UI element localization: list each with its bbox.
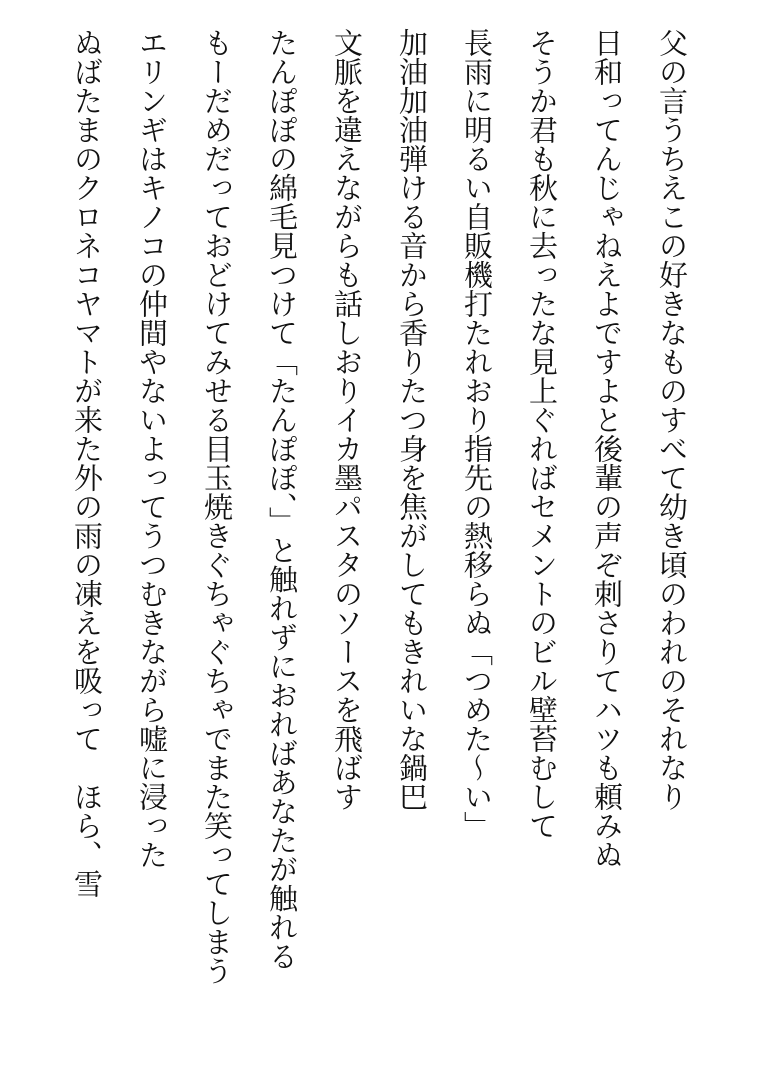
tanka-line-5: 加油加油弾ける音から香りたつ身を焦がしてもきれいな鍋巴	[395, 28, 429, 811]
tanka-line-6: 文脈を違えながらも話しおりイカ墨パスタのソースを飛ばす	[330, 28, 364, 811]
tanka-line-10: ぬばたまのクロネコヤマトが来た外の雨の凍えを吸って ほら、雪	[70, 28, 104, 898]
tanka-line-8: もーだめだっておどけてみせる目玉焼きぐちゃぐちゃでまた笑ってしまう	[200, 28, 234, 985]
tanka-line-4: 長雨に明るい自販機打たれおり指先の熱移らぬ「つめた〜い」	[460, 28, 494, 840]
tanka-line-1: 父の言うちえこの好きなものすべて幼き頃のわれのそれなり	[655, 28, 689, 811]
tanka-line-2: 日和ってんじゃねえよですよと後輩の声ぞ刺さりてハツも頼みぬ	[590, 28, 624, 869]
tanka-line-7: たんぽぽの綿毛見つけて「たんぽぽ、」と触れずにおればあなたが触れる	[265, 28, 299, 971]
tanka-line-9: エリンギはキノコの仲間やないよってうつむきながら嘘に浸った	[135, 28, 169, 869]
tanka-collection	[54, 28, 704, 1038]
tanka-line-3: そうか君も秋に去ったな見上ぐればセメントのビル壁苔むして	[525, 28, 559, 840]
